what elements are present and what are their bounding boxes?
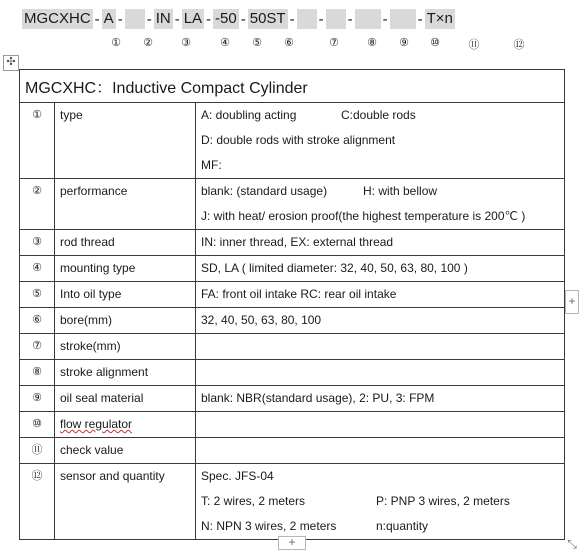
code-field[interactable]: -50 — [215, 10, 237, 27]
row-number-text: ⑦ — [32, 340, 42, 352]
row-label-text: sensor and quantity — [60, 469, 165, 483]
row-label — [55, 386, 196, 412]
code-field[interactable] — [355, 9, 381, 29]
option-text: n:quantity — [376, 519, 429, 533]
row-options — [196, 230, 565, 256]
code-field[interactable] — [326, 9, 346, 29]
option-text: C:double rods — [341, 108, 416, 122]
row-number — [20, 256, 55, 282]
code-separator: - — [146, 10, 152, 28]
code-segment — [288, 9, 317, 29]
row-label-text: type — [60, 108, 83, 122]
code-position-number: ⑫ — [513, 39, 525, 51]
code-separator: - — [206, 10, 212, 28]
table-row — [20, 386, 565, 412]
row-options — [196, 412, 565, 438]
option-text: N: NPN 3 wires, 2 meters — [201, 519, 337, 533]
row-number — [20, 412, 55, 438]
code-position-number: ⑦ — [329, 37, 339, 49]
code-field[interactable]: IN — [155, 10, 171, 27]
row-label-text: Into oil type — [60, 287, 122, 301]
code-position-numbers — [0, 36, 583, 52]
code-position-number: ⑨ — [399, 37, 409, 49]
row-number — [20, 282, 55, 308]
row-label — [55, 230, 196, 256]
row-number — [20, 438, 55, 464]
row-options — [196, 282, 565, 308]
code-field[interactable]: T×n — [426, 10, 453, 27]
row-label-text: flow regulator — [60, 417, 133, 431]
row-number — [20, 179, 55, 230]
table-move-handle-icon[interactable]: ✣ — [3, 55, 19, 71]
row-label — [55, 360, 196, 386]
table-row — [20, 179, 565, 230]
option-text: Spec. JFS-04 — [201, 469, 274, 483]
row-label-text: bore(mm) — [60, 313, 113, 327]
code-segment — [381, 9, 416, 29]
code-position-number: ④ — [220, 37, 230, 49]
table-row — [20, 230, 565, 256]
table-row — [20, 464, 565, 540]
option-text: MF: — [201, 158, 222, 172]
row-label — [55, 464, 196, 540]
row-label-text: mounting type — [60, 261, 136, 275]
code-segment — [116, 9, 145, 29]
table-title: MGCXHC：Inductive Compact Cylinder — [20, 70, 565, 103]
row-number-text: ⑫ — [31, 470, 43, 482]
table-title-row — [20, 70, 565, 103]
option-text: 32, 40, 50, 63, 80, 100 — [201, 313, 322, 327]
option-text: FA: front oil intake RC: rear oil intake — [201, 287, 397, 301]
row-number-text: ① — [32, 109, 42, 121]
option-text: A: doubling acting — [201, 108, 297, 122]
row-number-text: ② — [32, 185, 42, 197]
row-label — [55, 256, 196, 282]
code-segment — [93, 9, 116, 29]
row-number — [20, 386, 55, 412]
option-text: blank: (standard usage) — [201, 184, 328, 198]
add-row-button[interactable]: + — [278, 536, 306, 550]
code-separator: - — [382, 10, 388, 28]
option-text: T: 2 wires, 2 meters — [201, 494, 306, 508]
code-field[interactable] — [125, 9, 145, 29]
code-position-number: ① — [111, 37, 121, 49]
code-segment — [204, 9, 239, 29]
add-column-button[interactable]: + — [565, 290, 579, 314]
row-number — [20, 464, 55, 540]
row-number — [20, 334, 55, 360]
code-separator: - — [347, 10, 353, 28]
row-options — [196, 360, 565, 386]
code-segment — [145, 9, 173, 29]
row-number-text: ⑩ — [32, 418, 42, 430]
row-options — [196, 334, 565, 360]
row-label — [55, 334, 196, 360]
code-position-number: ⑩ — [430, 37, 440, 49]
code-separator: - — [117, 10, 123, 28]
table-row — [20, 438, 565, 464]
row-options — [196, 256, 565, 282]
code-segment — [239, 9, 288, 29]
table-resize-handle-icon[interactable]: ⤡ — [567, 537, 577, 551]
code-position-number: ⑪ — [468, 39, 480, 51]
row-number-text: ④ — [32, 262, 42, 274]
code-field[interactable]: 50ST — [249, 10, 286, 27]
row-options — [196, 464, 565, 540]
code-field[interactable] — [390, 9, 416, 29]
row-options — [196, 103, 565, 179]
code-position-number: ② — [143, 37, 153, 49]
table-row — [20, 256, 565, 282]
code-field[interactable] — [297, 9, 317, 29]
row-options — [196, 308, 565, 334]
row-options — [196, 438, 565, 464]
model-code-row — [22, 8, 455, 30]
code-segment — [317, 9, 346, 29]
table-row — [20, 308, 565, 334]
table-row — [20, 360, 565, 386]
row-options — [196, 179, 565, 230]
option-text: D: double rods with stroke alignment — [201, 133, 396, 147]
spec-table — [19, 69, 565, 540]
code-separator: - — [240, 10, 246, 28]
row-number-text: ⑨ — [32, 392, 42, 404]
table-row — [20, 412, 565, 438]
row-number — [20, 360, 55, 386]
code-segment — [173, 9, 204, 29]
code-segment — [22, 9, 93, 29]
row-number-text: ③ — [32, 236, 42, 248]
option-text: blank: NBR(standard usage), 2: PU, 3: FPM — [201, 391, 435, 405]
code-separator: - — [417, 10, 423, 28]
row-label — [55, 438, 196, 464]
option-text: J: with heat/ erosion proof(the highest temperature is 200℃ ) — [201, 209, 526, 223]
code-separator: - — [318, 10, 324, 28]
option-text: P: PNP 3 wires, 2 meters — [376, 494, 510, 508]
code-segment — [416, 9, 455, 29]
row-label — [55, 282, 196, 308]
code-position-number: ⑥ — [284, 37, 294, 49]
row-label-text: stroke alignment — [60, 365, 149, 379]
code-separator: - — [289, 10, 295, 28]
row-number-text: ⑪ — [31, 444, 43, 456]
row-label-text: oil seal material — [60, 391, 144, 405]
code-field[interactable]: MGCXHC — [24, 10, 91, 27]
table-row — [20, 334, 565, 360]
row-number — [20, 308, 55, 334]
row-number-text: ⑥ — [32, 314, 42, 326]
row-options — [196, 386, 565, 412]
row-label-text: stroke(mm) — [60, 339, 121, 353]
row-number — [20, 230, 55, 256]
code-separator: - — [94, 10, 100, 28]
code-position-number: ⑤ — [252, 37, 262, 49]
row-label-text: check value — [60, 443, 124, 457]
option-text: H: with bellow — [363, 184, 438, 198]
code-field[interactable]: A — [103, 10, 114, 27]
table-row — [20, 103, 565, 179]
code-segment — [346, 9, 381, 29]
row-label — [55, 179, 196, 230]
row-label-text: performance — [60, 184, 128, 198]
code-position-number: ⑧ — [367, 37, 377, 49]
code-field[interactable]: LA — [183, 10, 203, 27]
row-number-text: ⑤ — [32, 288, 42, 300]
code-separator: - — [174, 10, 180, 28]
code-position-number: ③ — [181, 37, 191, 49]
row-label — [55, 103, 196, 179]
option-text: IN: inner thread, EX: external thread — [201, 235, 394, 249]
table-row — [20, 282, 565, 308]
row-number-text: ⑧ — [32, 366, 42, 378]
row-label — [55, 308, 196, 334]
row-number — [20, 103, 55, 179]
row-label-text: rod thread — [60, 235, 115, 249]
row-label — [55, 412, 196, 438]
option-text: SD, LA ( limited diameter: 32, 40, 50, 63, 80, 100 ) — [201, 261, 468, 275]
